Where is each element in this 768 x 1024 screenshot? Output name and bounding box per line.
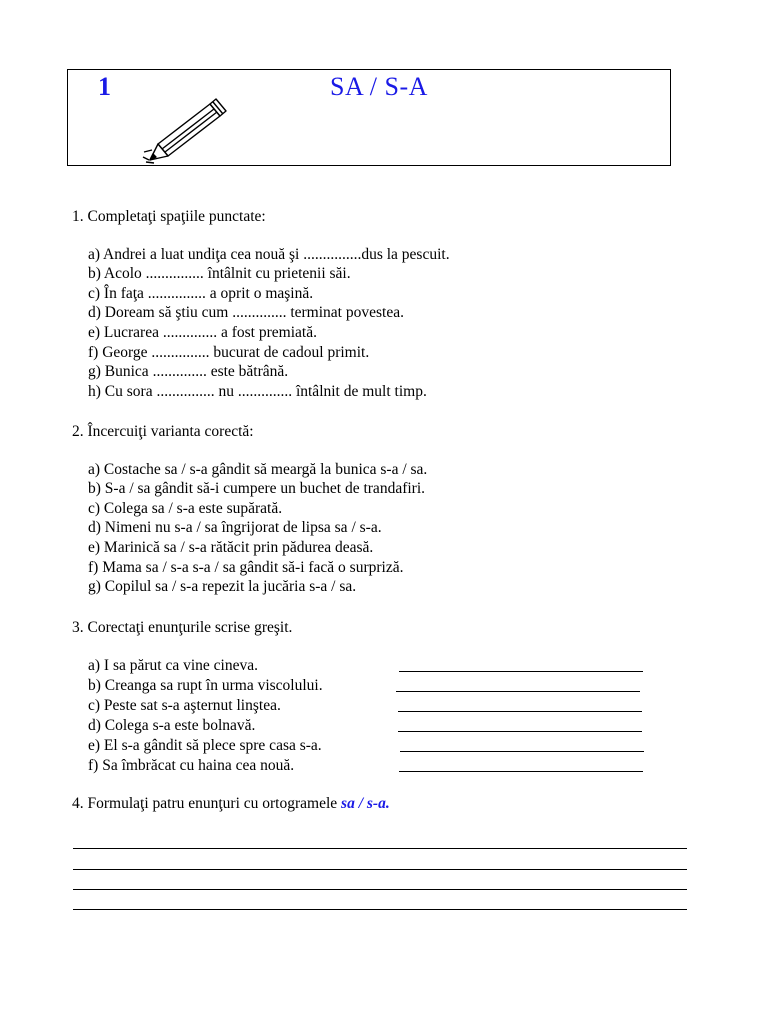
pencil-icon xyxy=(140,94,230,166)
exercise-3-sentence: c) Peste sat s-a aşternut linştea. xyxy=(88,696,281,714)
exercise-1 xyxy=(72,207,450,401)
exercise-2-item: g) Copilul sa / s-a repezit la jucăria s-a / sa. xyxy=(88,578,357,596)
exercise-4-title-text: 4. Formulaţi patru enunţuri cu ortogramele xyxy=(72,795,342,812)
exercise-2-item: e) Marinică sa / s-a rătăcit prin pădurea deasă. xyxy=(88,538,374,556)
writing-line xyxy=(73,848,687,849)
exercise-3-sentence: e) El s-a gândit să plece spre casa s-a. xyxy=(88,736,322,754)
exercise-1-item: b) Acolo ............... întâlnit cu prietenii săi. xyxy=(88,265,351,283)
writing-line xyxy=(73,869,687,870)
exercise-4-title xyxy=(72,794,390,814)
exercise-3-sentence: a) I sa părut ca vine cineva. xyxy=(88,656,258,674)
header-box xyxy=(67,69,671,166)
exercise-3-row xyxy=(72,676,672,696)
exercise-1-item: g) Bunica .............. este bătrână. xyxy=(88,363,289,381)
exercise-1-item: h) Cu sora ............... nu .............. întâlnit de mult timp. xyxy=(88,382,427,400)
exercise-3-row xyxy=(72,696,672,716)
exercise-1-item: f) George ............... bucurat de cadoul primit. xyxy=(88,343,370,361)
exercise-1-item: a) Andrei a luat undiţa cea nouă şi ...............dus la pescuit. xyxy=(88,245,450,263)
exercise-3-sentence: d) Colega s-a este bolnavă. xyxy=(88,716,256,734)
answer-line xyxy=(398,731,642,732)
exercise-1-item: e) Lucrarea .............. a fost premiată. xyxy=(88,323,317,341)
exercise-3-row xyxy=(72,736,672,756)
exercise-4 xyxy=(72,794,390,814)
worksheet-title: SA / S-A xyxy=(330,72,428,101)
exercise-3-row xyxy=(72,656,672,676)
exercise-2-item: b) S-a / sa gândit să-i cumpere un buchet de trandafiri. xyxy=(88,480,426,498)
exercise-1-title: 1. Completaţi spaţiile punctate: xyxy=(72,208,266,225)
exercise-2-item: f) Mama sa / s-a s-a / sa gândit să-i facă o surpriză. xyxy=(88,558,404,576)
exercise-2 xyxy=(72,422,427,597)
exercise-3-row xyxy=(72,756,672,776)
exercise-4-title-accent: sa / s-a. xyxy=(341,795,390,812)
answer-line xyxy=(396,691,640,692)
answer-line xyxy=(399,671,643,672)
exercise-2-item: a) Costache sa / s-a gândit să meargă la bunica s-a / sa. xyxy=(88,460,428,478)
exercise-3-title: 3. Corectaţi enunţurile scrise greşit. xyxy=(72,619,293,636)
exercise-3-sentence: f) Sa îmbrăcat cu haina cea nouă. xyxy=(88,756,295,774)
exercise-1-item: d) Doream să ştiu cum .............. terminat povestea. xyxy=(88,304,404,322)
exercise-2-item: d) Nimeni nu s-a / sa îngrijorat de lipsa sa / s-a. xyxy=(88,519,382,537)
writing-line xyxy=(73,909,687,910)
answer-line xyxy=(400,751,644,752)
exercise-2-item: c) Colega sa / s-a este supărată. xyxy=(88,499,283,517)
exercise-3 xyxy=(72,618,672,776)
exercise-3-row xyxy=(72,716,672,736)
exercise-3-sentence: b) Creanga sa rupt în urma viscolului. xyxy=(88,676,323,694)
exercise-2-title: 2. Încercuiţi varianta corectă: xyxy=(72,423,254,440)
writing-line xyxy=(73,889,687,890)
worksheet-number: 1 xyxy=(98,72,111,101)
exercise-1-item: c) În faţa ............... a oprit o maşină. xyxy=(88,284,314,302)
answer-line xyxy=(398,711,642,712)
answer-line xyxy=(399,771,643,772)
